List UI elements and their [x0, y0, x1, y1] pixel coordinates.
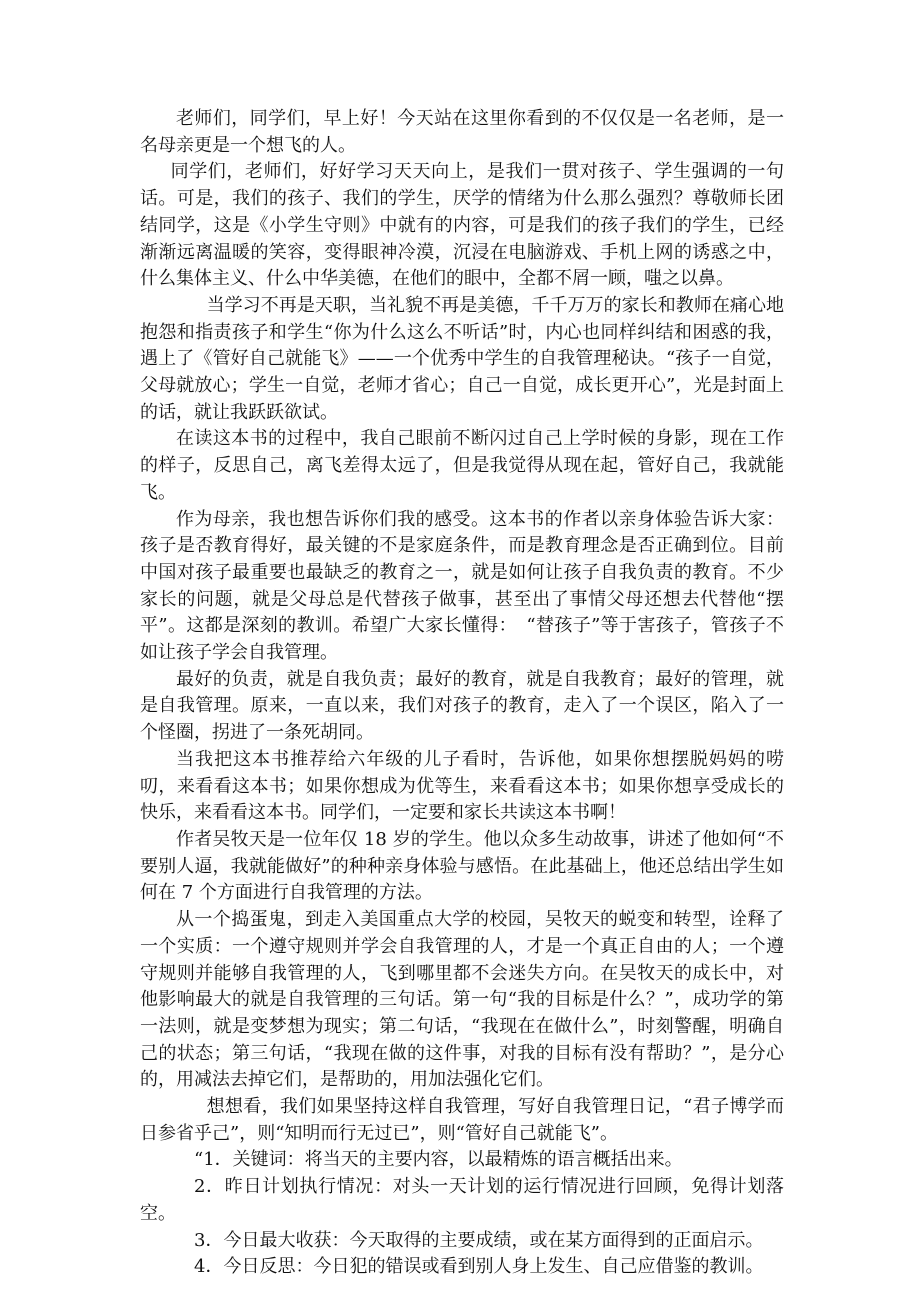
paragraph-three-questions: 从一个捣蛋鬼，到走入美国重点大学的校园，吴牧天的蜕变和转型，诠释了一个实质：一个遵守规则并学会自我管理的人，才是一个真正自由的人；一个遵守规则并能够自我管理的人，飞到哪里都不会迷失方向。在吴牧天的成长中，对他影响最大的就是自我管理的三句话。第一句“我的目标是什么？”，成功学的第一法则，就是变梦想为现实；第二句话，“我现在在做什么”，时刻警醒，明确自己的状态；第三句话，“我现在做的这件事，对我的目标有没有帮助？”，是分心的，用减法去掉它们，是帮助的，用加法强化它们。: [140, 909, 784, 1091]
paragraph-recommend-son: 当我把这本书推荐给六年级的儿子看时，告诉他，如果你想摆脱妈妈的唠叨，来看看这本书；如果你想成为优等生，来看看这本书；如果你想享受成长的快乐，来看看这本书。同学们，一定要和家长共读这本书啊！: [140, 748, 784, 824]
paragraph-reflection: 在读这本书的过程中，我自己眼前不断闪过自己上学时候的身影，现在工作的样子，反思自己，离飞差得太远了，但是我觉得从现在起，管好自己，我就能飞。: [140, 428, 784, 503]
list-item-plan-review: 2．昨日计划执行情况：对头一天计划的运行情况进行回顾，免得计划落空。: [140, 1176, 784, 1224]
paragraph-diary: 想想看，我们如果坚持这样自我管理，写好自我管理日记，“君子博学而日参省乎己”，则“知明而行无过已”，则“管好自己就能飞”。: [140, 1096, 784, 1144]
paragraph-self-management: 最好的负责，就是自我负责；最好的教育，就是自我教育；最好的管理，就是自我管理。原来，一直以来，我们对孩子的教育，走入了一个误区，陷入了一个怪圈，拐进了一条死胡同。: [140, 668, 784, 744]
list-item-harvest: 3．今日最大收获：今天取得的主要成绩，或在某方面得到的正面启示。: [194, 1229, 764, 1251]
paragraph-study-attitude: 同学们，老师们，好好学习天天向上，是我们一贯对孩子、学生强调的一句话。可是，我们的孩子、我们的学生，厌学的情绪为什么那么强烈？尊敬师长团结同学，这是《小学生守则》中就有的内容，可是我们的孩子我们的学生，已经渐渐远离温暖的笑容，变得眼神冷漠，沉浸在电脑游戏、手机上网的诱惑之中，什么集体主义、什么中华美德，在他们的眼中，全都不屑一顾，嗤之以鼻。: [140, 161, 784, 290]
paragraph-greeting: 老师们，同学们，早上好！今天站在这里你看到的不仅仅是一名老师，是一名母亲更是一个想飞的人。: [140, 108, 784, 156]
document-body: [140, 106, 784, 1281]
paragraph-as-mother: 作为母亲，我也想告诉你们我的感受。这本书的作者以亲身体验告诉大家：孩子是否教育得好，最关键的不是家庭条件，而是教育理念是否正确到位。目前中国对孩子最重要也最缺乏的教育之一，就是如何让孩子自我负责的教育。不少家长的问题，就是父母总是代替孩子做事，甚至出了事情父母还想去代替他“摆平”。这都是深刻的教训。希望广大家长懂得： “替孩子”等于害孩子，管孩子不如让孩子学会自我管理。: [140, 508, 784, 664]
list-item-reflection: 4．今日反思：今日犯的错误或看到别人身上发生、自己应借鉴的教训。: [194, 1256, 764, 1278]
paragraph-book-intro: 当学习不再是天职，当礼貌不再是美德，千千万万的家长和教师在痛心地抱怨和指责孩子和学生“你为什么这么不听话”时，内心也同样纠结和困惑的我，遇上了《管好自己就能飞》——一个优秀中学生的自我管理秘诀。“孩子一自觉，父母就放心；学生一自觉，老师才省心；自己一自觉，成长更开心”，光是封面上的话，就让我跃跃欲试。: [140, 294, 784, 423]
list-item-keyword: “1．关键词：将当天的主要内容，以最精炼的语言概括出来。: [194, 1149, 683, 1171]
paragraph-author: 作者吴牧天是一位年仅 18 岁的学生。他以众多生动故事，讲述了他如何“不要别人逼，我就能做好”的种种亲身体验与感悟。在此基础上，他还总结出学生如何在 7 个方面进行自我管理的方法。: [140, 828, 784, 904]
